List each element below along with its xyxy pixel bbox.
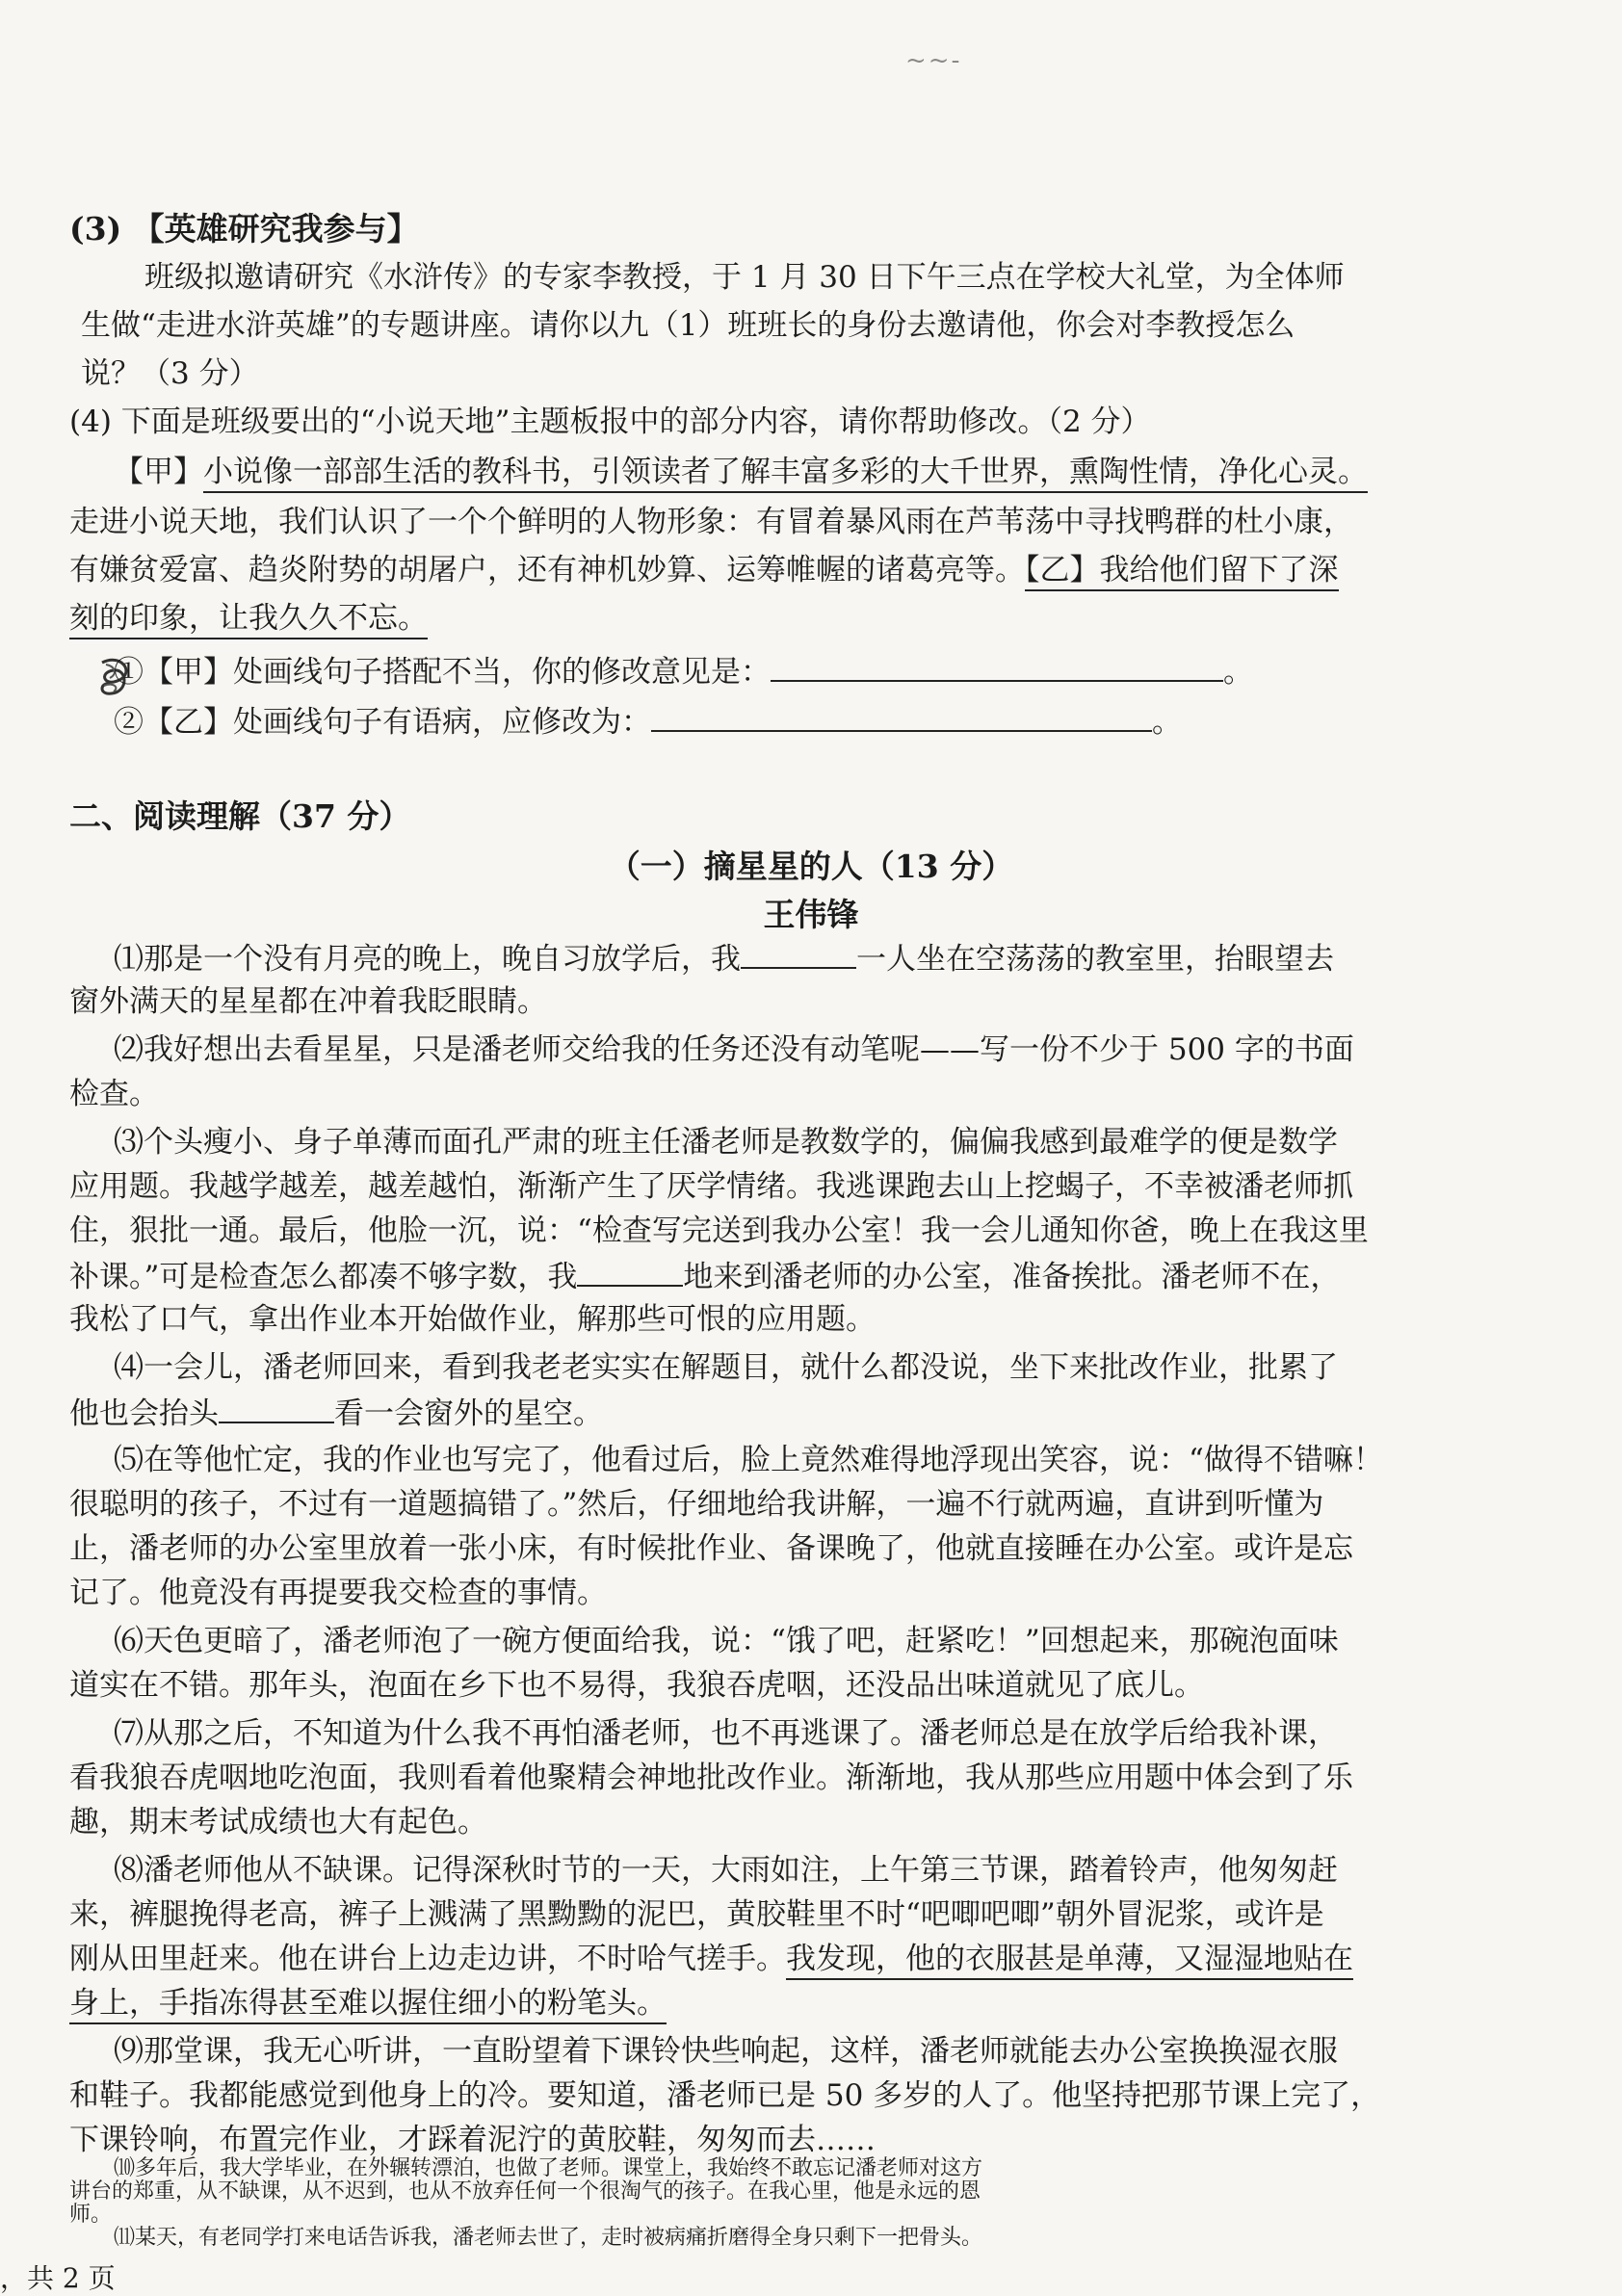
q4-sub2-period: 。	[1152, 705, 1182, 740]
p8-underlined-a: 我发现，他的衣服甚是单薄，又湿湿地贴在	[786, 1942, 1353, 1980]
p6-line-1: ⑹天色更暗了，潘老师泡了一碗方便面给我，说：“饿了吧，赶紧吃！”回想起来，那碗泡面味	[114, 1624, 1339, 1658]
p3-text-b: 地来到潘老师的办公室，准备挨批。潘老师不在，	[683, 1260, 1341, 1294]
q4-sub1-answer-blank[interactable]	[771, 651, 1223, 682]
q3-title: (3) 【英雄研究我参与】	[69, 210, 419, 248]
p4-text-b: 看一会窗外的星空。	[334, 1396, 603, 1431]
p7-line-2: 看我狼吞虎咽地吃泡面，我则看着他聚精会神地批改作业。渐渐地，我从那些应用题中体会到了乐	[69, 1761, 1353, 1795]
q3-line-3: 说？（3 分）	[81, 356, 259, 391]
p3-line-1: ⑶个头瘦小、身子单薄而面孔严肃的班主任潘老师是教数学的，偏偏我感到最难学的便是数学	[114, 1125, 1338, 1160]
q4-sub1-line	[114, 651, 1253, 691]
p4-line-1: ⑷一会儿，潘老师回来，看到我老老实实在解题目，就什么都没说，坐下来批改作业，批累了	[114, 1350, 1338, 1385]
p10-line-1: ⑽多年后，我大学毕业，在外辗转漂泊，也做了老师。课堂上，我始终不敢忘记潘老师对这方	[114, 2156, 983, 2180]
q3-line-2: 生做“走进水浒英雄”的专题讲座。请你以九（1）班班长的身份去邀请他，你会对李教授怎么	[81, 308, 1295, 343]
p3-line-4	[69, 1256, 1340, 1296]
p4-text-a: 他也会抬头	[69, 1396, 219, 1431]
p8-underlined-b: 身上，手指冻得甚至难以握住细小的粉笔头。	[69, 1986, 667, 2024]
q4-jia-label: 【甲】	[114, 455, 203, 489]
p8-text-a: 刚从田里赶来。他在讲台上边走边讲，不时哈气搓手。	[69, 1942, 786, 1976]
q4-jia-line	[114, 453, 1368, 491]
p8-line-4	[69, 1984, 667, 2022]
p5-line-1: ⑸在等他忙定，我的作业也写完了，他看过后，脸上竟然难得地浮现出笑容，说：“做得不错嘛！	[114, 1443, 1383, 1477]
q4-sub1-period: 。	[1223, 655, 1253, 690]
p2-line-2: 检查。	[69, 1077, 159, 1111]
q4-jia-sentence: 小说像一部部生活的教科书，引领读者了解丰富多彩的大千世界，熏陶性情，净化心灵。	[203, 455, 1368, 493]
q3-line-1: 班级拟邀请研究《水浒传》的专家李教授，于 1 月 30 日下午三点在学校大礼堂，为全体师	[144, 260, 1345, 295]
p5-line-2: 很聪明的孩子，不过有一道题搞错了。”然后，仔细地给我讲解，一遍不行就两遍，直讲到听懂为	[69, 1487, 1324, 1522]
p1-blank[interactable]	[741, 938, 856, 969]
q4-yi-label: 【乙】	[1025, 553, 1100, 591]
p3-text-a: 补课。”可是检查怎么都凑不够字数，我	[69, 1260, 578, 1294]
p4-blank[interactable]	[219, 1393, 334, 1423]
p3-line-2: 应用题。我越学越差，越差越怕，渐渐产生了厌学情绪。我逃课跑去山上挖蝎子，不幸被潘老师抓	[69, 1169, 1353, 1204]
p8-line-1: ⑻潘老师他从不缺课。记得深秋时节的一天，大雨如注，上午第三节课，踏着铃声，他匆匆赶	[114, 1853, 1338, 1888]
p1-text-a: ⑴那是一个没有月亮的晚上，晚自习放学后，我	[114, 942, 741, 977]
p3-line-5: 我松了口气，拿出作业本开始做作业，解那些可恨的应用题。	[69, 1302, 876, 1337]
p9-line-1: ⑼那堂课，我无心听讲，一直盼望着下课铃快些响起，这样，潘老师就能去办公室换换湿衣服	[114, 2034, 1338, 2069]
p1-line-2: 窗外满天的星星都在冲着我眨眼睛。	[69, 984, 547, 1019]
p8-line-2: 来，裤腿挽得老高，裤子上溅满了黑黝黝的泥巴，黄胶鞋里不时“吧唧吧唧”朝外冒泥浆，或许是	[69, 1897, 1324, 1932]
p7-line-1: ⑺从那之后，不知道为什么我不再怕潘老师，也不再逃课了。潘老师总是在放学后给我补课，	[114, 1716, 1338, 1751]
p3-line-3: 住，狠批一通。最后，他脸一沉，说：“检查写完送到我办公室！我一会儿通知你爸，晚上在我这里	[69, 1213, 1369, 1248]
p4-line-2	[69, 1393, 603, 1433]
p3-blank[interactable]	[577, 1256, 683, 1287]
q4-yi-part1: 我给他们留下了深	[1100, 553, 1339, 591]
p11-line-1: ⑾某天，有老同学打来电话告诉我，潘老师去世了，走时被病痛折磨得全身只剩下一把骨头。	[114, 2226, 983, 2250]
p8-line-3	[69, 1940, 1353, 1978]
p9-line-2: 和鞋子。我都能感觉到他身上的冷。要知道，潘老师已是 50 多岁的人了。他坚持把那节课上完了，	[69, 2078, 1381, 2113]
top-mark: ~~-	[905, 46, 962, 75]
section2-title: 二、阅读理解（37 分）	[69, 797, 411, 835]
q4-sub2: ②【乙】处画线句子有语病，应修改为：	[114, 705, 651, 740]
q4-sub1: ①【甲】处画线句子搭配不当，你的修改意见是：	[114, 655, 771, 690]
q4-sub2-line	[114, 701, 1182, 742]
p6-line-2: 道实在不错。那年头，泡面在乡下也不易得，我狼吞虎咽，还没品出味道就见了底儿。	[69, 1668, 1204, 1703]
q4-line-4	[69, 599, 428, 638]
q4-title: (4) 下面是班级要出的“小说天地”主题板报中的部分内容，请你帮助修改。（2 分）	[69, 404, 1151, 439]
p2-line-1: ⑵我好想出去看星星，只是潘老师交给我的任务还没有动笔呢——写一份不少于 500 字的书面	[114, 1032, 1354, 1067]
p10-line-2: 讲台的郑重，从不缺课，从不迟到，也从不放弃任何一个很淘气的孩子。在我心里，他是永远的恩	[69, 2179, 981, 2204]
q4-yi-part2: 刻的印象，让我久久不忘。	[69, 601, 428, 639]
p1-line-1	[114, 938, 1334, 978]
passage-author: 王伟锋	[763, 896, 859, 933]
q4-line-3	[69, 551, 1339, 589]
q4-line-2: 走进小说天地，我们认识了一个个鲜明的人物形象：有冒着暴风雨在芦苇荡中寻找鸭群的杜小康，	[69, 505, 1353, 539]
q4-sub2-answer-blank[interactable]	[651, 701, 1152, 732]
p10-line-3: 师。	[69, 2203, 113, 2227]
p5-line-4: 记了。他竟没有再提要我交检查的事情。	[69, 1576, 607, 1610]
p5-line-3: 止，潘老师的办公室里放着一张小床，有时候批作业、备课晚了，他就直接睡在办公室。或许是忘	[69, 1531, 1353, 1566]
p1-text-b: 一人坐在空荡荡的教室里，抬眼望去	[856, 942, 1334, 977]
q4-line-3-text: 有嫌贫爱富、趋炎附势的胡屠户，还有神机妙算、运筹帷幄的诸葛亮等。	[69, 553, 1025, 587]
p9-line-3: 下课铃响，布置完作业，才踩着泥泞的黄胶鞋，匆匆而去……	[69, 2123, 876, 2157]
passage-title: （一）摘星星的人（13 分）	[608, 848, 1014, 885]
p7-line-3: 趣，期末考试成绩也大有起色。	[69, 1805, 487, 1839]
page-footer: ，共 2 页	[0, 2262, 116, 2294]
